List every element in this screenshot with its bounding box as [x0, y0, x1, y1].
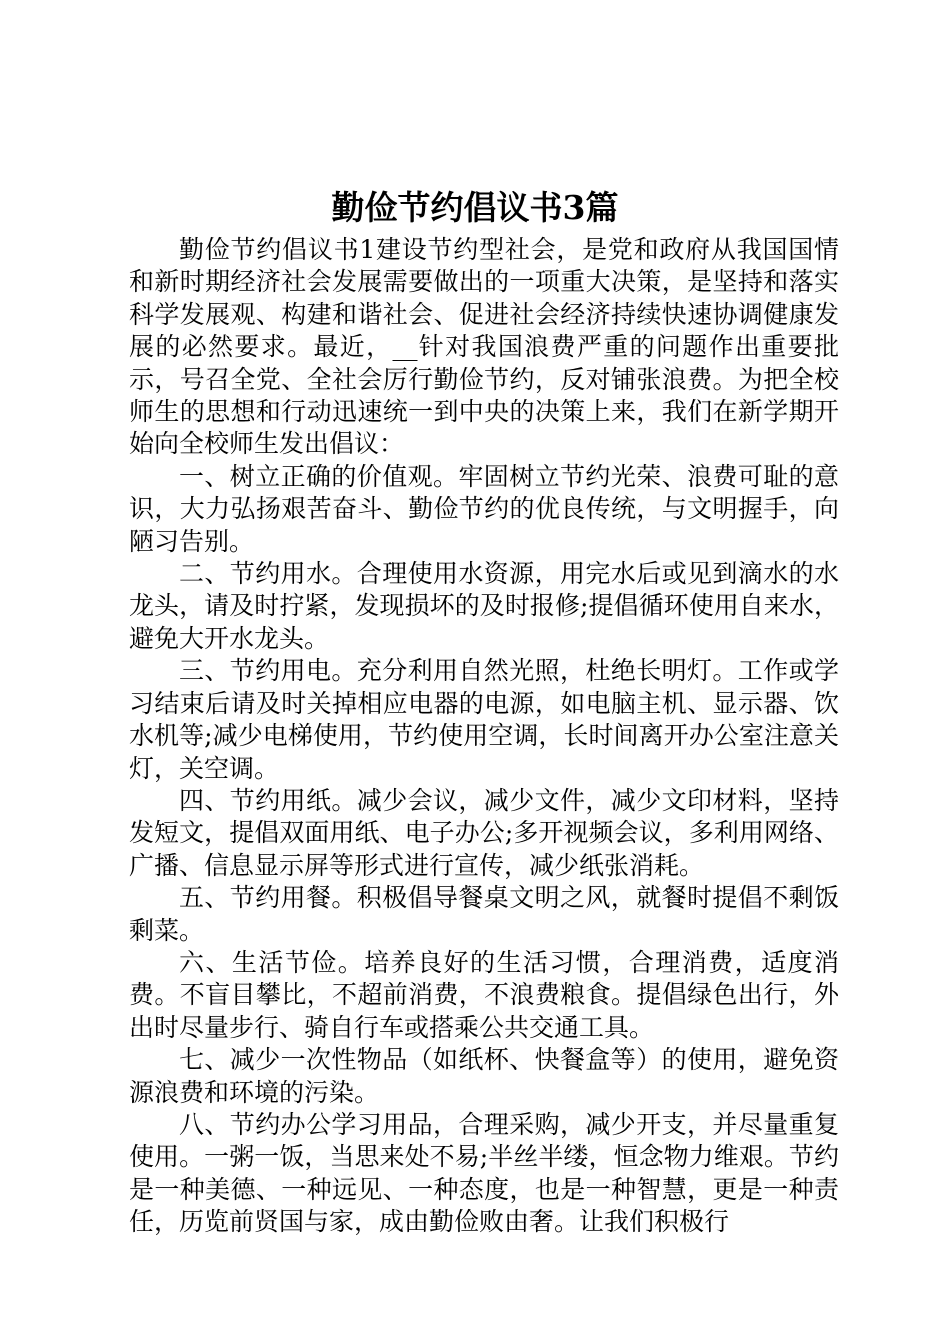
paragraph-item-8: 八、节约办公学习用品，合理采购，减少开支，并尽量重复使用。一粥一饭，当思来处不易;半丝半缕，恒念物力维艰。节约是一种美德、一种远见、一种态度，也是一种智慧，更是一种责任，历览前贤国与家，成由勤俭败由奢。让我们积极行: [129, 1109, 839, 1237]
paragraph-item-4: 四、节约用纸。减少会议，减少文件，减少文印材料，坚持发短文，提倡双面用纸、电子办公;多开视频会议，多利用网络、广播、信息显示屏等形式进行宣传，减少纸张消耗。: [129, 785, 839, 880]
paragraph-item-2: 二、节约用水。合理使用水资源，用完水后或见到滴水的水龙头，请及时拧紧，发现损坏的及时报修;提倡循环使用自来水，避免大开水龙头。: [129, 559, 839, 653]
document-body: [129, 234, 839, 1239]
paragraph-item-1: 一、树立正确的价值观。牢固树立节约光荣、浪费可耻的意识，大力弘扬艰苦奋斗、勤俭节约的优良传统，与文明握手，向陋习告别。: [129, 461, 839, 556]
paragraph-item-5: 五、节约用餐。积极倡导餐桌文明之风，就餐时提倡不剩饭剩菜。: [129, 883, 839, 945]
paragraph-item-6: 六、生活节俭。培养良好的生活习惯，合理消费，适度消费。不盲目攀比，不超前消费，不浪费粮食。提倡绿色出行，外出时尽量步行、骑自行车或搭乘公共交通工具。: [129, 947, 839, 1042]
paragraph-intro: 勤俭节约倡议书1建设节约型社会，是党和政府从我国国情和新时期经济社会发展需要做出的一项重大决策，是坚持和落实科学发展观、构建和谐社会、促进社会经济持续快速协调健康发展的必然要求。最近，__针对我国浪费严重的问题作出重要批示，号召全党、全社会厉行勤俭节约，反对铺张浪费。为把全校师生的思想和行动迅速统一到中央的决策上来，我们在新学期开始向全校师生发出倡议：: [129, 235, 839, 459]
document-title: 勤俭节约倡议书3篇: [331, 188, 619, 227]
paragraph-item-3: 三、节约用电。充分利用自然光照，杜绝长明灯。工作或学习结束后请及时关掉相应电器的电源，如电脑主机、显示器、饮水机等;减少电梯使用，节约使用空调，长时间离开办公室注意关灯，关空调。: [129, 656, 839, 783]
paragraph-item-7: 七、减少一次性物品（如纸杯、快餐盒等）的使用，避免资源浪费和环境的污染。: [129, 1045, 839, 1107]
